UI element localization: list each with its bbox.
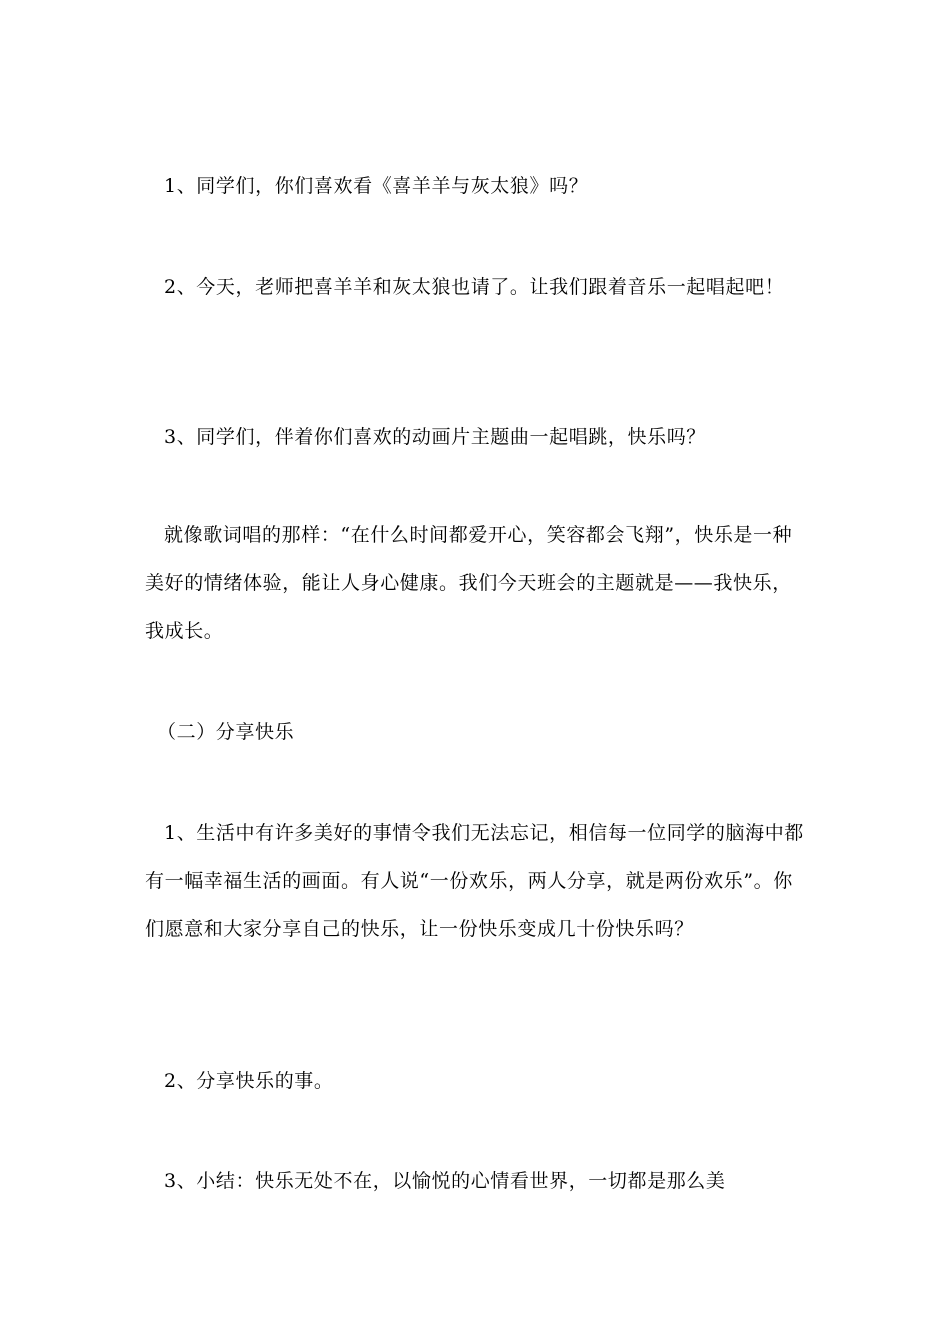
- paragraph-sing-dance: 3、同学们，伴着你们喜欢的动画片主题曲一起唱跳，快乐吗？: [164, 426, 706, 448]
- paragraph-lyrics-theme: 就像歌词唱的那样：“在什么时间都爱开心，笑容都会飞翔”，快乐是一种美好的情绪体验，能让人身心健康。我们今天班会的主题就是——我快乐，我成长。: [145, 524, 793, 642]
- paragraph-question-like-cartoon: 1、同学们，你们喜欢看《喜羊羊与灰太狼》吗？: [164, 175, 589, 197]
- paragraph-summary: 3、小结：快乐无处不在，以愉悦的心情看世界，一切都是那么美: [164, 1170, 726, 1192]
- section-heading-share-happiness: （二）分享快乐: [157, 721, 295, 743]
- paragraph-share-happy-things: 2、分享快乐的事。: [164, 1070, 334, 1092]
- paragraph-teacher-invited: 2、今天，老师把喜羊羊和灰太狼也请了。让我们跟着音乐一起唱起吧！: [164, 276, 785, 298]
- paragraph-share-intro: 1、生活中有许多美好的事情令我们无法忘记，相信每一位同学的脑海中都有一幅幸福生活的画面。有人说“一份欢乐，两人分享，就是两份欢乐”。你们愿意和大家分享自己的快乐，让一份快乐变成几十份快乐吗？: [145, 822, 804, 940]
